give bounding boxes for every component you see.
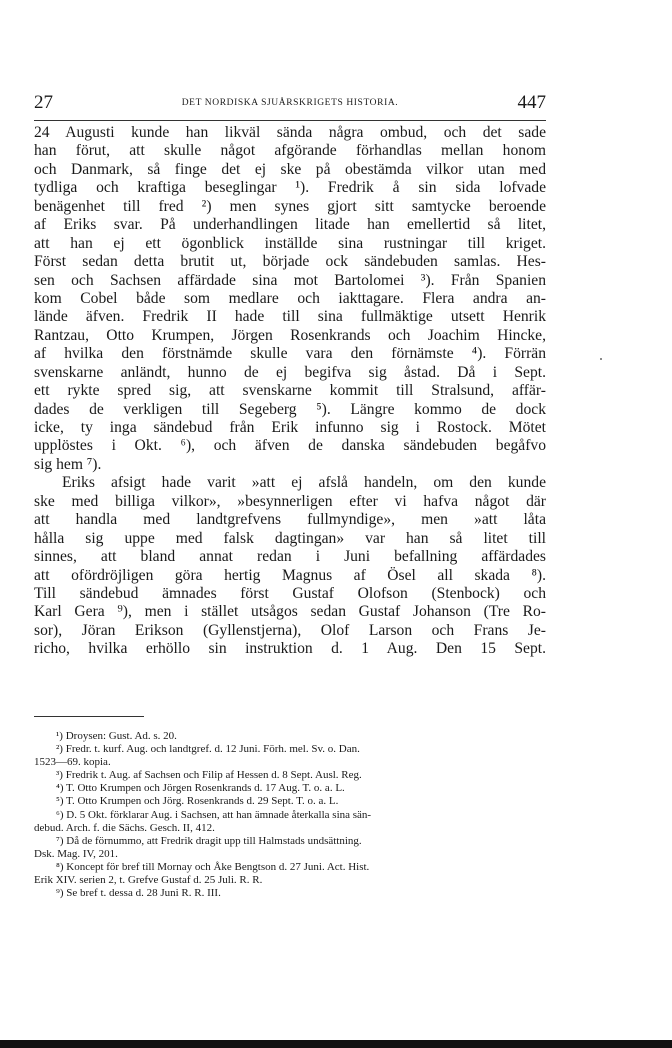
scan-edge (0, 1040, 672, 1048)
footnote-line: Erik XIV. serien 2, t. Grefve Gustaf d. 25 Juli. R. R. (34, 874, 263, 887)
body-line: Till sändebud ämnades först Gustaf Olofson (Stenbock) och (34, 584, 546, 602)
body-line: att han ej ett ögonblick inställde sina rustningar till kriget. (34, 234, 546, 252)
body-line: Karl Gera ⁹), men i stället utsågos sedan Gustaf Johanson (Tre Ro- (34, 603, 546, 621)
page-number-left: 27 (34, 92, 53, 113)
body-line: Rantzau, Otto Krumpen, Jörgen Rosenkrands och Joachim Hincke, (34, 326, 546, 344)
body-line: ske med billiga vilkor», »besynnerligen efter vi hafva något där (34, 492, 546, 510)
scan-speck (600, 358, 602, 360)
footnote-line: 1523—69. kopia. (34, 756, 111, 769)
page-header (34, 92, 546, 114)
footnote-line: Dsk. Mag. IV, 201. (34, 847, 118, 860)
body-line: sor), Jöran Erikson (Gyllenstjerna), Olof Larson och Frans Je- (34, 621, 546, 639)
footnote-line: ⁹) Se bref t. dessa d. 28 Juni R. R. III. (56, 887, 221, 900)
body-text (34, 124, 546, 659)
page-number-right: 447 (517, 92, 546, 113)
footnote-line: ⁴) T. Otto Krumpen och Jörgen Rosenkrands d. 17 Aug. T. o. a. L. (56, 782, 345, 795)
body-line: svenskarne anländt, hunno de ej begifva sig åstad. Då i Sept. (34, 363, 546, 381)
footnotes (34, 730, 546, 900)
footnote-line: ⁷) Då de förnummo, att Fredrik dragit upp till Halmstads undsättning. (56, 834, 362, 847)
body-line: Först sedan detta brutit ut, började ock sändebuden samlas. Hes- (34, 253, 546, 271)
body-line: att ofördröjligen göra hertig Magnus af Ösel all skada ⁸). (34, 566, 546, 584)
body-line: Eriks afsigt hade varit »att ej afslå handeln, om den kunde (62, 474, 546, 492)
body-line: och Danmark, så finge det ej ske på obestämda vilkor utan med (34, 160, 546, 178)
footnote-line: ⁶) D. 5 Okt. förklarar Aug. i Sachsen, att han ämnade återkalla sina sän- (56, 808, 372, 821)
body-line: upplöstes i Okt. ⁶), och äfven de danska sändebuden begåfvo (34, 437, 546, 455)
body-line: sig hem ⁷). (34, 455, 102, 473)
body-line: benägenhet till fred ²) men synes gjort sitt samtycke beroende (34, 197, 546, 215)
footnote-line: debud. Arch. f. die Sächs. Gesch. II, 412. (34, 821, 215, 834)
footnote-line: ⁸) Koncept för bref till Mornay och Åke Bengtson d. 27 Juni. Act. Hist. (56, 860, 370, 873)
body-line: icke, ty inga sändebud från Erik infunno sig i Rostock. Mötet (34, 419, 546, 436)
body-line: hålla sig uppe med falsk dagtingan» var han så litet till (34, 529, 546, 547)
body-line: af hvilka den förstnämde skulle vara den förnämste ⁴). Förrän (34, 345, 546, 363)
body-line: tydliga och kraftiga beseglingar ¹). Fredrik å sin sida lofvade (34, 179, 546, 197)
body-line: han förut, att skulle något afgörande förhandlas mellan honom (34, 142, 546, 160)
body-line: sinnes, att bland annat redan i Juni befallning affärdades (34, 548, 546, 566)
running-title: DET NORDISKA SJUÅRSKRIGETS HISTORIA. (181, 98, 399, 108)
body-line: kom Cobel både som medlare och iakttagare. Flera andra an- (34, 289, 546, 307)
body-line: sen och Sachsen affärdade sina mot Bartolomei ³). Från Spanien (34, 271, 546, 289)
header-rule (34, 120, 546, 121)
body-line: af Eriks svar. På underhandlingen litade han emellertid så litet, (34, 216, 546, 234)
body-line: att handla med landtgrefvens fullmyndige», men »att låta (34, 511, 546, 529)
footnote-line: ³) Fredrik t. Aug. af Sachsen och Filip af Hessen d. 8 Sept. Ausl. Reg. (56, 769, 362, 782)
body-line: ett rykte spred sig, att svenskarne kommit till Stralsund, affär- (34, 382, 546, 400)
body-line: dades de verkligen till Segeberg ⁵). Längre kommo de dock (34, 400, 546, 418)
footnote-rule (34, 716, 144, 717)
body-line: 24 Augusti kunde han likväl sända några ombud, och det sade (34, 124, 546, 141)
footnote-line: ²) Fredr. t. kurf. Aug. och landtgref. d. 12 Juni. Förh. mel. Sv. o. Dan. (56, 743, 360, 756)
footnote-line: ⁵) T. Otto Krumpen och Jörg. Rosenkrands d. 29 Sept. T. o. a. L. (56, 795, 339, 808)
body-line: lände äfven. Fredrik II hade till sina fullmäktige utsett Henrik (34, 308, 546, 326)
footnote-line: ¹) Droysen: Gust. Ad. s. 20. (56, 730, 177, 742)
body-line: richo, hvilka erhöllo sin instruktion d. 1 Aug. Den 15 Sept. (34, 640, 546, 658)
